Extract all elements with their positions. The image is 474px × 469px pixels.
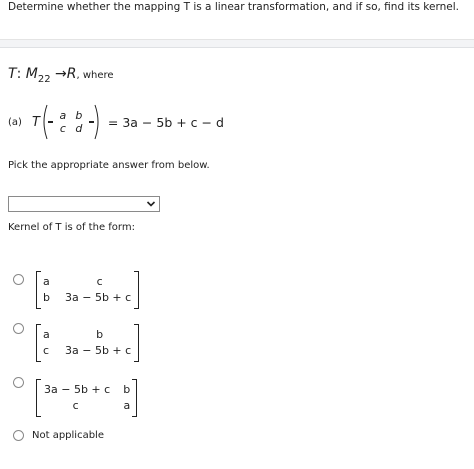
question-prompt: Determine whether the mapping T is a linear transformation, and if so, find its kernel. — [8, 1, 459, 13]
pick-instruction: Pick the appropriate answer from below. — [8, 160, 210, 171]
option-1-matrix — [36, 271, 139, 309]
option-2-cell: c — [43, 344, 50, 357]
option-3-matrix — [36, 379, 137, 417]
left-paren-icon — [40, 104, 48, 140]
option-1-cell: b — [43, 291, 50, 304]
option-1-radio[interactable] — [13, 274, 24, 285]
part-rhs: = 3a − 5b + c − d — [107, 114, 224, 130]
input-matrix — [53, 108, 89, 136]
mapping-T: T — [8, 66, 17, 82]
option-1-cell: c — [96, 275, 103, 288]
mapping-definition — [8, 66, 114, 85]
option-2-cell: b — [96, 328, 104, 341]
answer-select[interactable] — [8, 196, 160, 212]
kernel-label: Kernel of T is of the form: — [8, 222, 135, 233]
option-3-radio[interactable] — [13, 377, 24, 388]
option-3-cell: c — [72, 399, 79, 412]
part-a — [8, 104, 224, 140]
mapping-colon: : — [16, 66, 22, 82]
option-3-cell: a — [123, 399, 131, 412]
option-4-label: Not applicable — [32, 430, 104, 441]
part-label: (a) — [8, 116, 22, 128]
matrix-cell-a: a — [59, 109, 67, 122]
header — [0, 0, 474, 40]
matrix-cell-b: b — [75, 109, 83, 122]
part-T: T — [31, 114, 40, 130]
option-2-cell: a — [43, 328, 50, 341]
mapping-where: , where — [76, 70, 114, 81]
option-3-cell: b — [123, 383, 131, 396]
option-1-cell: 3a − 5b + c — [65, 291, 132, 304]
option-2-cell: 3a − 5b + c — [65, 344, 132, 357]
mapping-R: R — [66, 66, 77, 82]
mapping-M: M — [25, 66, 38, 82]
option-4-radio[interactable] — [13, 430, 24, 441]
option-3-cell: 3a − 5b + c — [44, 383, 111, 396]
option-1-cell: a — [43, 275, 50, 288]
option-2-radio[interactable] — [13, 323, 24, 334]
separator-band — [0, 40, 474, 48]
matrix-cell-c: c — [59, 122, 66, 135]
mapping-subscript: 22 — [37, 74, 51, 85]
option-2-matrix — [36, 324, 139, 362]
right-paren-icon — [94, 104, 102, 140]
chevron-down-icon — [146, 199, 156, 209]
matrix-cell-d: d — [75, 122, 83, 135]
mapping-arrow: → — [55, 66, 67, 82]
